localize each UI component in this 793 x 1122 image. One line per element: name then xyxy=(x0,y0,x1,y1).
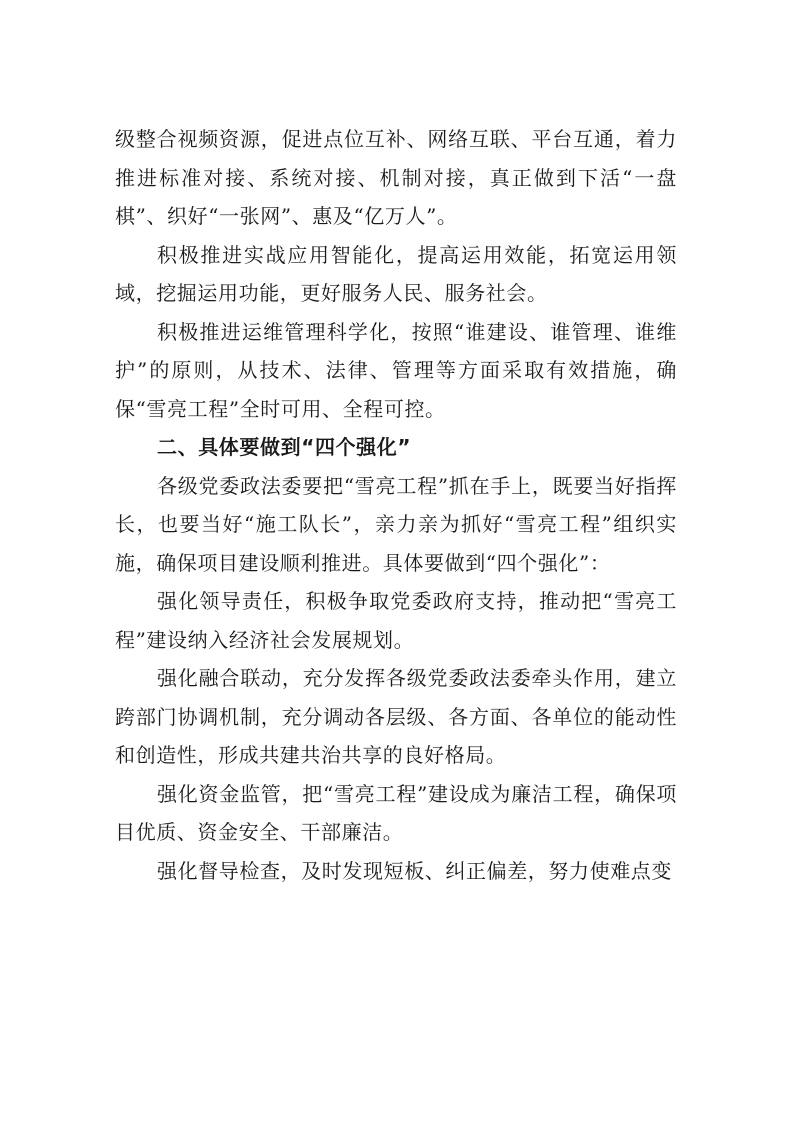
document-body xyxy=(115,120,677,890)
section-heading: 二、具体要做到“四个强化” xyxy=(157,435,412,459)
paragraph-leadership-responsibility: 强化领导责任，积极争取党委政府支持，推动把“雪亮工程”建设纳入经济社会发展规划。 xyxy=(115,589,677,652)
paragraph-supervision-inspection: 强化督导检查，及时发现短板、纠正偏差，努力使难点变 xyxy=(157,858,672,883)
paragraph-maintenance-management: 积极推进运维管理科学化，按照“谁建设、谁管理、谁维护”的原则，从技术、法律、管理等方面采取有效措施，确保“雪亮工程”全时可用、全程可控。 xyxy=(115,319,677,421)
paragraph-continuation: 级整合视频资源，促进点位互补、网络互联、平台互通，着力推进标准对接、系统对接、机制对接，真正做到下活“一盘棋”、织好“一张网”、惠及“亿万人”。 xyxy=(115,127,677,228)
paragraph-four-strengthenings-intro: 各级党委政法委要把“雪亮工程”抓在手上，既要当好指挥长，也要当好“施工队长”，亲力亲为抓好“雪亮工程”组织实施，确保项目建设顺利推进。具体要做到“四个强化”： xyxy=(115,473,677,575)
paragraph-fund-supervision: 强化资金监管，把“雪亮工程”建设成为廉洁工程，确保项目优质、资金安全、干部廉洁。 xyxy=(115,781,677,844)
paragraph-integration-linkage: 强化融合联动，充分发挥各级党委政法委牵头作用，建立跨部门协调机制，充分调动各层级、各方面、各单位的能动性和创造性，形成共建共治共享的良好格局。 xyxy=(115,666,677,767)
paragraph-intelligent-application: 积极推进实战应用智能化，提高运用效能，拓宽运用领域，挖掘运用功能，更好服务人民、服务社会。 xyxy=(115,242,677,305)
